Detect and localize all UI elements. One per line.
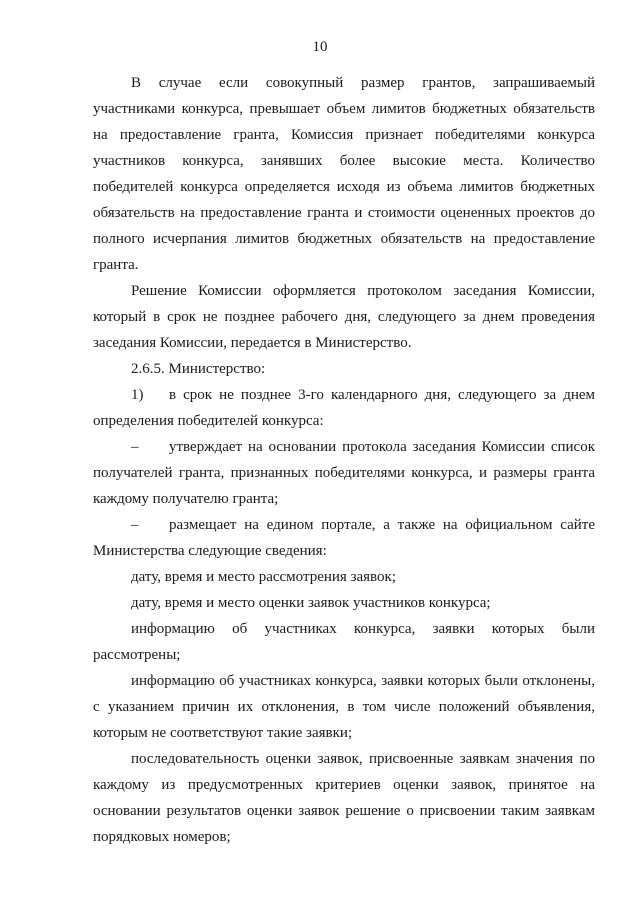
document-body	[93, 70, 595, 850]
info-item-review-date: дату, время и место рассмотрения заявок;	[131, 569, 396, 585]
info-item-evaluation-date: дату, время и место оценки заявок участников конкурса;	[131, 595, 491, 611]
dash-item-publishes	[93, 512, 595, 564]
page-number: 10	[312, 39, 328, 55]
paragraph-section-2-6-5: 2.6.5. Министерство:	[131, 361, 266, 377]
paragraph-grant-limits: В случае если совокупный размер грантов, запрашиваемый участниками конкурса, превышает объем лимитов бюджетных обязательств на предоставление гранта, Комиссия признает победителями конкурса участников конкурса, занявших более высокие места. Количество победителей конкурса определяется исходя из объема лимитов бюджетных обязательств на предоставление гранта и стоимости оцененных проектов до полного исчерпания лимитов бюджетных обязательств на предоставление гранта.	[93, 75, 595, 273]
paragraph-commission-decision: Решение Комиссии оформляется протоколом заседания Комиссии, который в срок не позднее рабочего дня, следующего за днем проведения заседания Комиссии, передается в Министерство.	[93, 283, 595, 351]
dash-item-text: размещает на едином портале, а также на официальном сайте Министерства следующие сведения:	[93, 517, 595, 559]
info-item-evaluation-order: последовательность оценки заявок, присвоенные заявкам значения по каждому из предусмотренных критериев оценки заявок, принятое на основании результатов оценки заявок решение о присвоении таким заявкам порядковых номеров;	[93, 751, 595, 845]
dash-marker: –	[131, 439, 139, 455]
info-item-reviewed-participants: информацию об участниках конкурса, заявки которых были рассмотрены;	[93, 621, 595, 663]
dash-marker: –	[131, 517, 139, 533]
list-item-text: в срок не позднее 3-го календарного дня, следующего за днем определения победителей конкурса:	[93, 387, 595, 429]
list-item-1	[93, 382, 595, 434]
dash-item-text: утверждает на основании протокола заседания Комиссии список получателей гранта, признанных победителями конкурса, и размеры гранта каждому получателю гранта;	[93, 439, 595, 507]
list-marker: 1)	[131, 387, 144, 403]
dash-item-approves	[93, 434, 595, 512]
info-item-rejected-participants: информацию об участниках конкурса, заявки которых были отклонены, с указанием причин их отклонения, в том числе положений объявления, которым не соответствуют такие заявки;	[93, 673, 595, 741]
